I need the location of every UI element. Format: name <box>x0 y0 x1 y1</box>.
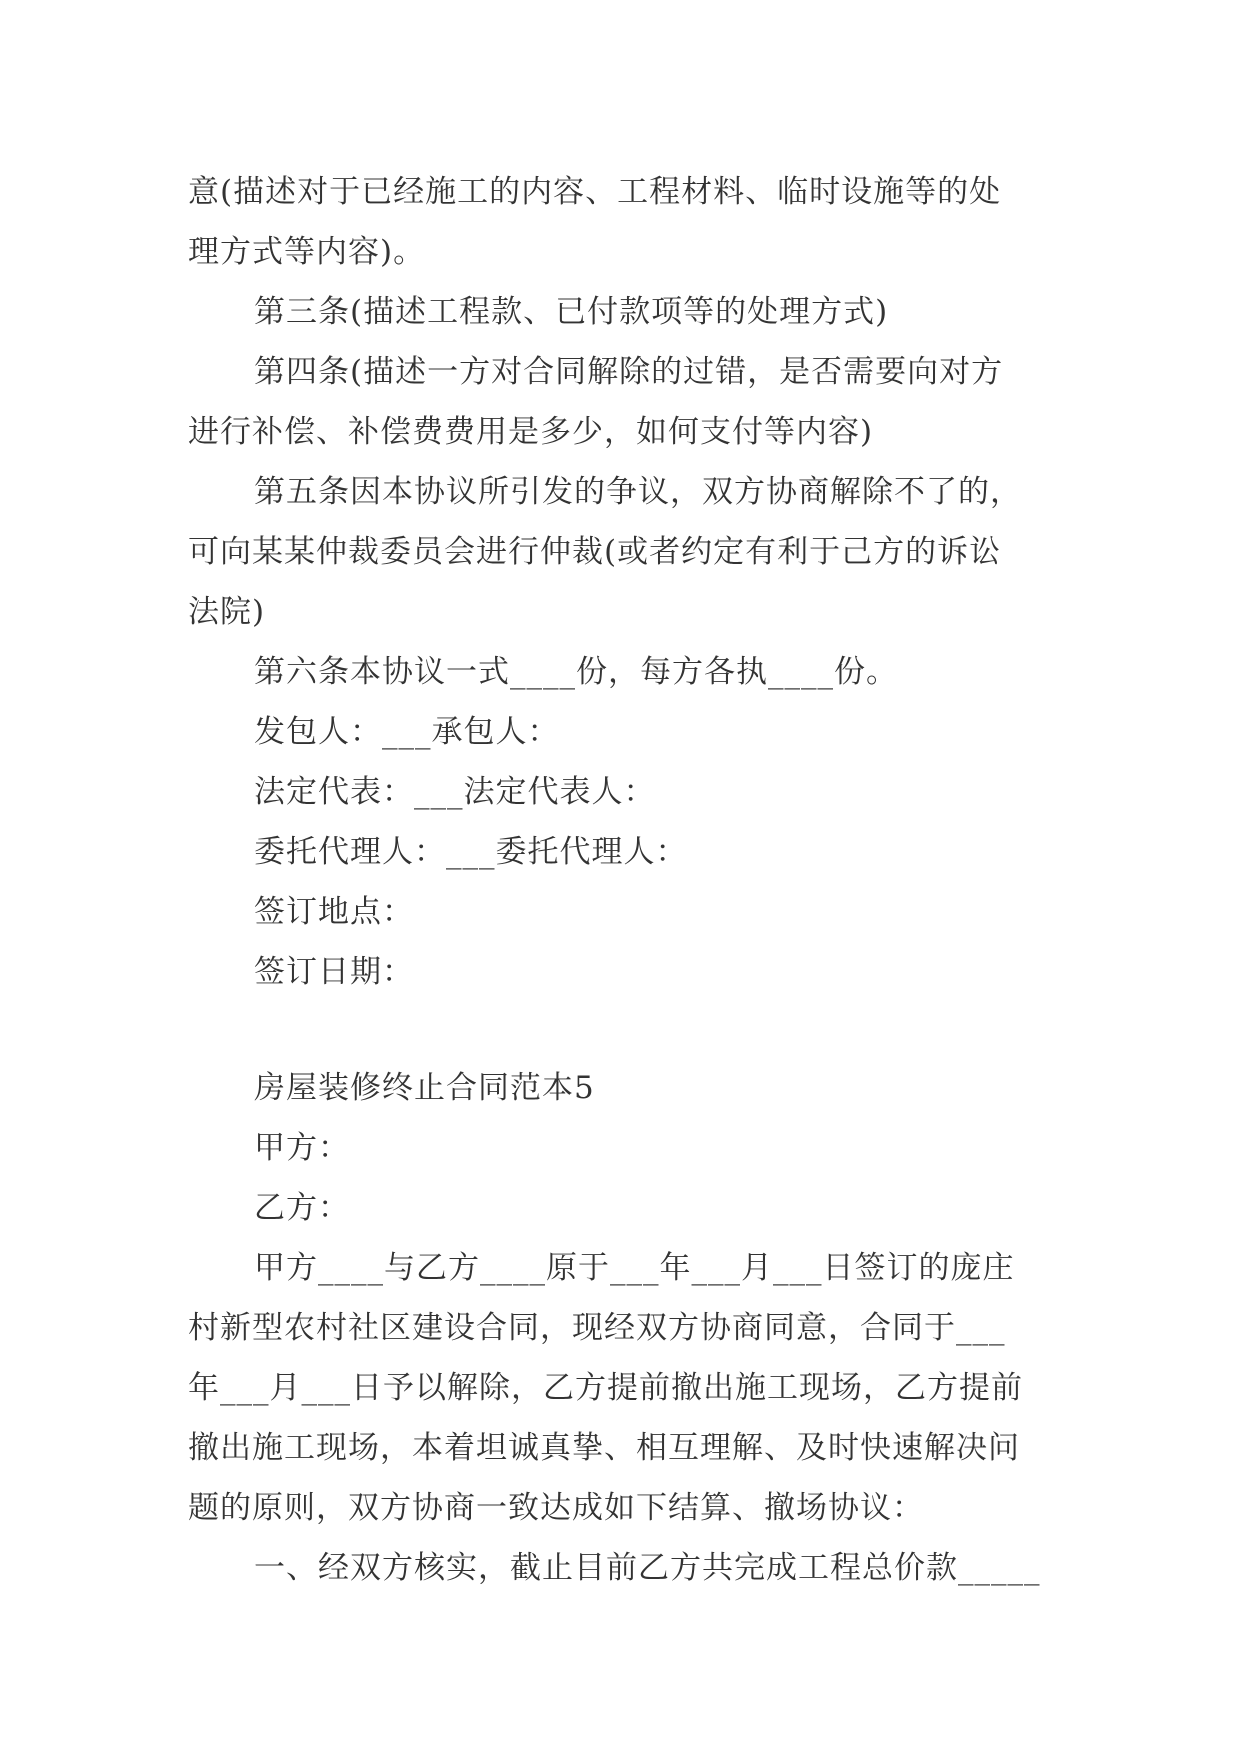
article-four: 第四条(描述一方对合同解除的过错，是否需要向对方 <box>254 354 1004 390</box>
party-a: 甲方： <box>254 1130 350 1166</box>
article-five: 第五条因本协议所引发的争议，双方协商解除不了的， <box>254 474 1022 510</box>
signing-date: 签订日期： <box>254 954 414 990</box>
text-line: 法院) <box>188 594 266 630</box>
clause-one: 一、经双方核实，截止目前乙方共完成工程总价款_____ <box>254 1550 1041 1586</box>
text-line: 可向某某仲裁委员会进行仲裁(或者约定有利于己方的诉讼 <box>188 534 1002 570</box>
text-line: 年___月___日予以解除，乙方提前撤出施工现场，乙方提前 <box>188 1370 1023 1406</box>
signature-employer: 发包人：___承包人： <box>254 714 560 750</box>
article-six: 第六条本协议一式____份，每方各执____份。 <box>254 654 898 690</box>
party-b: 乙方： <box>254 1190 350 1226</box>
spacer <box>188 1002 1058 1058</box>
article-three: 第三条(描述工程款、已付款项等的处理方式) <box>254 294 889 330</box>
signature-agent: 委托代理人：___委托代理人： <box>254 834 688 870</box>
section-title: 房屋装修终止合同范本5 <box>254 1070 595 1106</box>
text-line: 题的原则，双方协商一致达成如下结算、撤场协议： <box>188 1490 924 1526</box>
text-line: 意(描述对于已经施工的内容、工程材料、临时设施等的处 <box>188 174 1002 210</box>
text-line: 甲方____与乙方____原于___年___月___日签订的庞庄 <box>254 1250 1015 1286</box>
text-line: 村新型农村社区建设合同，现经双方协商同意，合同于___ <box>188 1310 1006 1346</box>
text-line: 撤出施工现场，本着坦诚真挚、相互理解、及时快速解决问 <box>188 1430 1020 1466</box>
document-page <box>188 162 1058 1598</box>
signature-legal-rep: 法定代表：___法定代表人： <box>254 774 656 810</box>
signing-place: 签订地点： <box>254 894 414 930</box>
text-line: 理方式等内容)。 <box>188 234 426 270</box>
text-line: 进行补偿、补偿费费用是多少，如何支付等内容) <box>188 414 874 450</box>
